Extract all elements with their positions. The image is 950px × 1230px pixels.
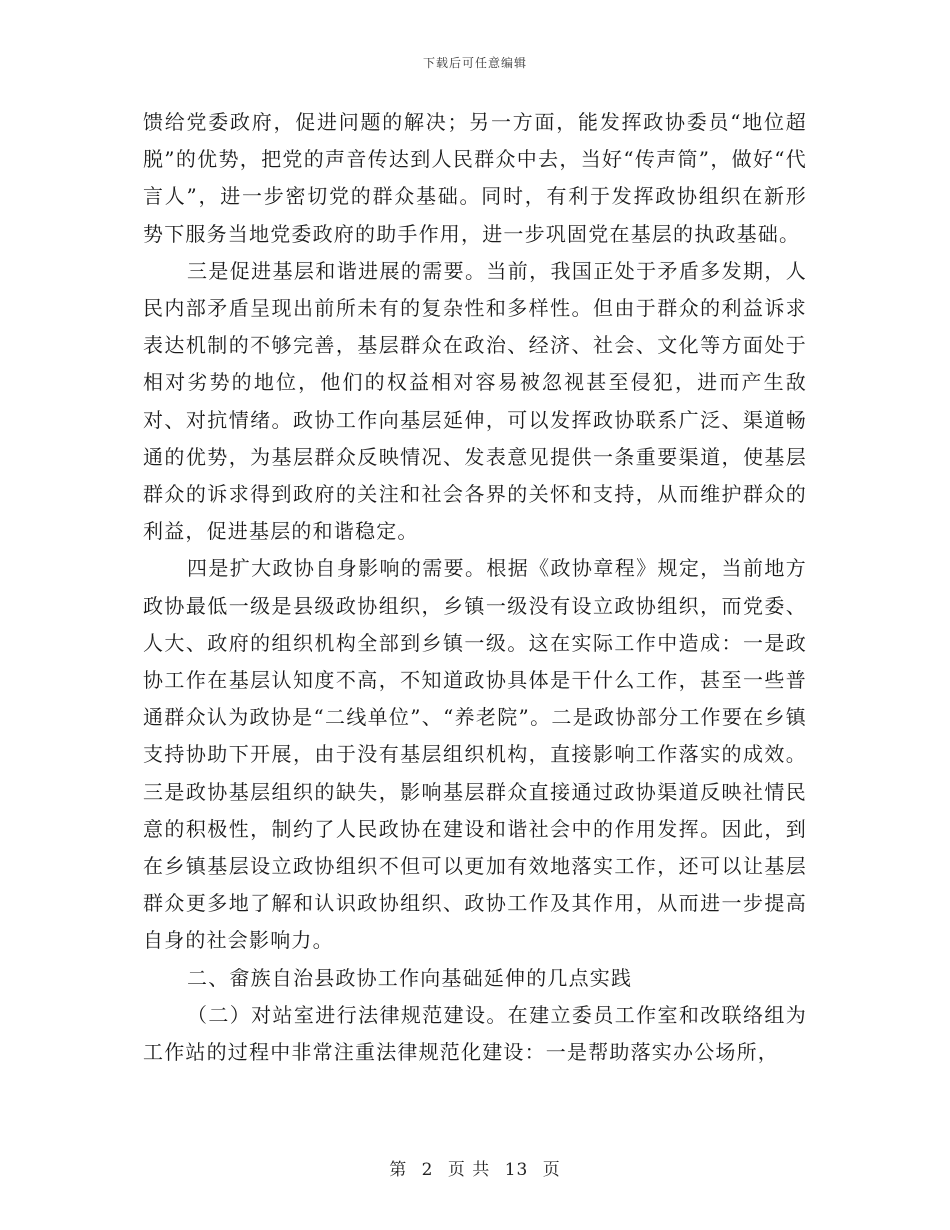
paragraph-influence: 四是扩大政协自身影响的需要。根据《政协章程》规定，当前地方政协最低一级是县级政协组织，乡镇一级没有设立政协组织，而党委、人大、政府的组织机构全部到乡镇一级。这在实际工作中造成：一是政协工作在基层认知度不高，不知道政协具体是干什么工作，甚至一些普通群众认为政协是“二线单位”、“养老院”。二是政协部分工作要在乡镇支持协助下开展，由于没有基层组织机构，直接影响工作落实的成效。三是政协基层组织的缺失，影响基层群众直接通过政协渠道反映社情民意的积极性，制约了人民政协在建设和谐社会中的作用发挥。因此，到在乡镇基层设立政协组织不但可以更加有效地落实工作，还可以让基层群众更多地了解和认识政协组织、政协工作及其作用，从而进一步提高自身的社会影响力。 [143, 556, 807, 953]
paragraph-continuation: 馈给党委政府，促进问题的解决；另一方面，能发挥政协委员“地位超脱”的优势，把党的声音传达到人民群众中去，当好“传声筒”，做好“代言人”，进一步密切党的群众基础。同时，有利于发挥政协组织在新形势下服务当地党委政府的助手作用，进一步巩固党在基层的执政基础。 [143, 110, 807, 246]
document-body [143, 104, 807, 1071]
paragraph-harmony: 三是促进基层和谐进展的需要。当前，我国正处于矛盾多发期，人民内部矛盾呈现出前所未有的复杂性和多样性。但由于群众的利益诉求表达机制的不够完善，基层群众在政治、经济、社会、文化等方面处于相对劣势的地位，他们的权益相对容易被忽视甚至侵犯，进而产生敌对、对抗情绪。政协工作向基层延伸，可以发挥政协联系广泛、渠道畅通的优势，为基层群众反映情况、发表意见提供一条重要渠道，使基层群众的诉求得到政府的关注和社会各界的关怀和支持，从而维护群众的利益，促进基层的和谐稳定。 [143, 258, 807, 544]
footer-total-pages: 13 [504, 1160, 529, 1180]
footer-prefix: 第 [389, 1160, 408, 1180]
section-heading: 二、畲族自治县政协工作向基础延伸的几点实践 [187, 965, 633, 990]
paragraph-legal-norms: （二）对站室进行法律规范建设。在建立委员工作室和改联络组为工作站的过程中非常注重法律规范化建设：一是帮助落实办公场所， [143, 1002, 807, 1065]
footer-middle: 页 共 [447, 1160, 491, 1180]
footer-suffix: 页 [542, 1160, 561, 1180]
header-note: 下载后可任意编辑 [422, 56, 527, 70]
footer-page-number: 2 [421, 1160, 434, 1180]
page-footer [0, 1155, 950, 1180]
